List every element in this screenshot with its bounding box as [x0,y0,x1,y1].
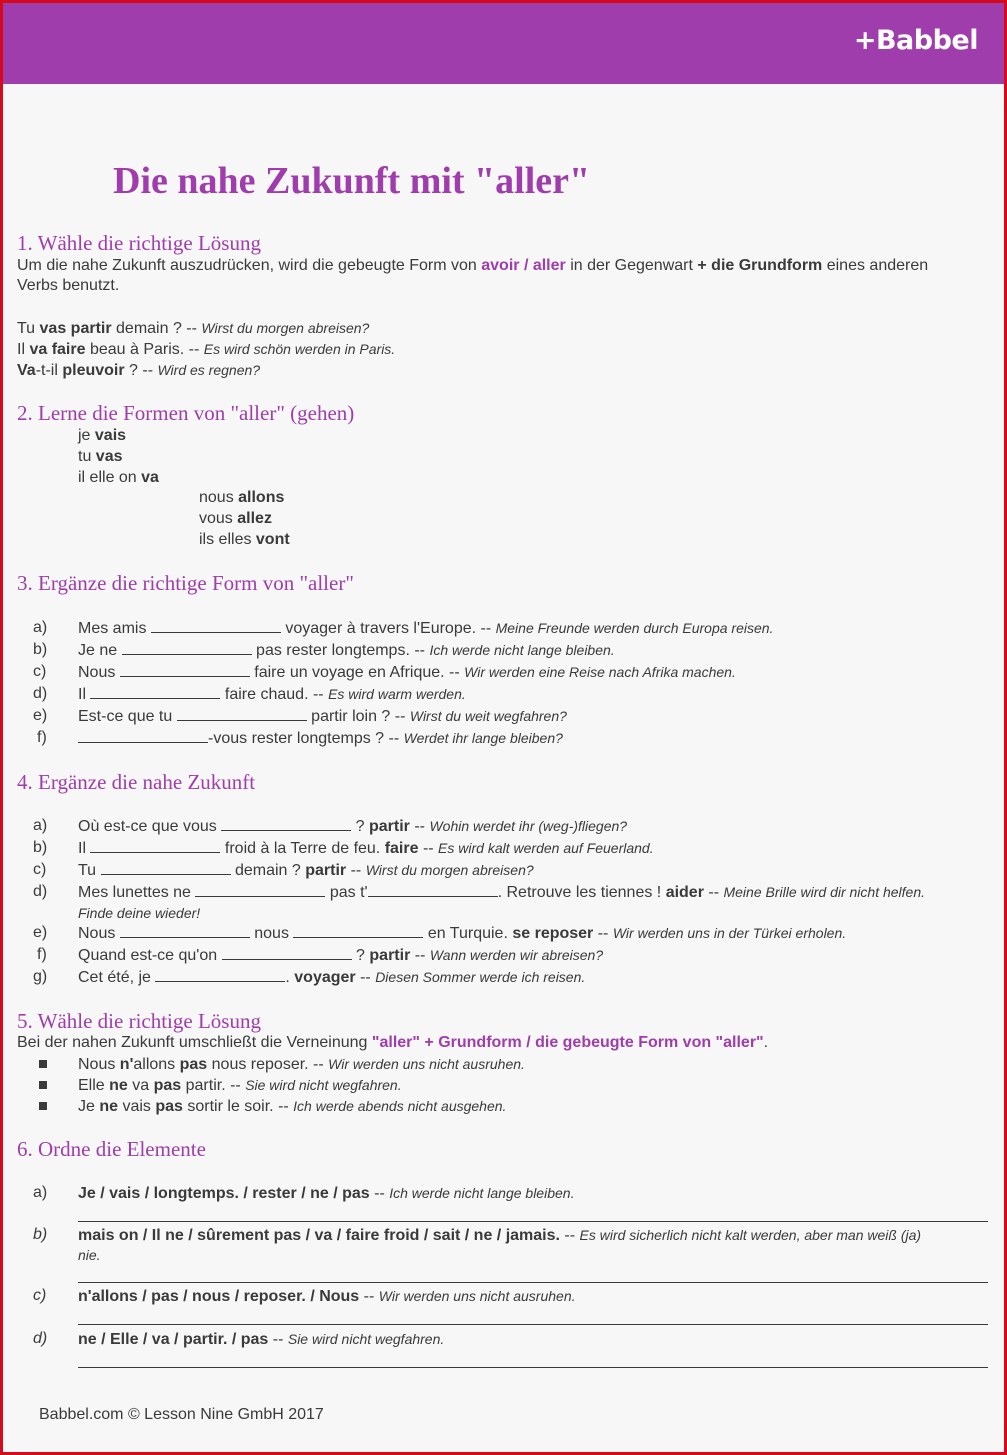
answer-line[interactable] [78,1221,988,1222]
example-verb: vas partir [39,320,112,337]
example-3 [17,360,260,381]
item-label: a) [33,619,48,636]
item-translation: Ich werde nicht lange bleiben. [389,1185,575,1201]
exercise-item [78,728,563,749]
infinitive: partir [368,818,410,835]
item-label: e) [33,707,48,724]
verb-form: allez [237,510,272,527]
answer-line[interactable] [78,1324,988,1325]
conjugation-form [78,426,126,446]
infinitive: aider [665,884,704,901]
exercise-item [78,684,466,705]
item-text: -vous rester longtemps ? -- [208,730,404,747]
item-text: Je ne [78,642,122,659]
exercise-item [78,860,534,881]
page-title: Die nahe Zukunft mit "aller" [113,160,591,202]
example-verb: va faire [29,341,86,358]
item-translation: Wir werden uns nicht ausruhen. [378,1288,576,1304]
intro-text: in der Gegenwart [565,257,698,274]
answer-blank[interactable] [221,817,351,831]
section-3-heading: 3. Ergänze die richtige Form von "aller" [17,571,354,595]
section-2-heading: 2. Lerne die Formen von "aller" (gehen) [17,401,355,425]
item-translation: Ich werde abends nicht ausgehen. [293,1098,507,1114]
example-text: -t-il [35,362,63,379]
exercise-item [78,882,925,903]
item-translation: Es wird kalt werden auf Feuerland. [438,840,654,856]
pronoun: il elle on [78,469,142,486]
item-label: d) [33,685,48,702]
conjugation-form [78,468,159,488]
exercise-item [78,618,773,639]
answer-blank[interactable] [78,729,208,743]
example-verb: pleuvoir [62,362,125,379]
item-label: b) [33,1226,48,1243]
example-1 [17,318,369,339]
item-translation: Wirst du morgen abreisen? [365,862,534,878]
item-text: -- [369,1185,390,1202]
item-text: pas t' [325,884,368,901]
header-bar [3,3,1004,84]
item-text: faire chaud. -- [220,686,329,703]
exercise-item [78,816,627,837]
verb-form: vas [95,448,123,465]
item-text: -- [268,1331,288,1348]
word-elements: ne / Elle / va / partir. / pas [78,1331,269,1348]
item-translation: Sie wird nicht wegfahren. [287,1331,445,1347]
intro-text: eines anderen [822,257,929,274]
example-text: Tu [17,320,40,337]
negation: ne [99,1098,119,1115]
example-text: ? -- [124,362,158,379]
intro-text: Um die nahe Zukunft auszudrücken, wird die gebeugte Form von [17,257,482,274]
intro-text: . [763,1034,769,1051]
item-label: b) [33,641,48,658]
item-text: Je [78,1098,100,1115]
item-text: Nous [78,925,120,942]
choice-option: avoir / aller [481,257,566,274]
item-translation: Werdet ihr lange bleiben? [403,730,563,746]
item-text: nous reposer. -- [207,1056,329,1073]
bullet-icon [39,1102,47,1110]
item-text: -- [355,969,376,986]
pronoun: vous [199,510,238,527]
answer-blank[interactable] [222,946,352,960]
bullet-icon [39,1060,47,1068]
item-translation-continued: Finde deine wieder! [78,905,201,921]
exercise-item [78,640,615,661]
item-translation: Es wird warm werden. [328,686,466,702]
item-translation: Ich werde nicht lange bleiben. [429,642,615,658]
example-translation: Wird es regnen? [157,362,261,378]
item-translation: Wohin werdet ihr (weg-)fliegen? [429,818,628,834]
section-6-heading: 6. Ordne die Elemente [17,1137,206,1161]
item-translation: Meine Freunde werden durch Europa reisen. [495,620,774,636]
example-translation: Es wird schön werden in Paris. [203,341,396,357]
item-translation: Wirst du weit wegfahren? [409,708,567,724]
item-text: sortir le soir. -- [182,1098,294,1115]
item-label: e) [33,924,48,941]
item-text: -- [703,884,724,901]
exercise-item [78,1286,576,1307]
item-translation: Wir werden uns in der Türkei erholen. [612,925,847,941]
item-label: c) [33,663,47,680]
verb-form: va [141,469,159,486]
item-text: Elle [78,1077,110,1094]
example-text: Il [17,341,30,358]
answer-blank[interactable] [195,883,325,897]
item-text: Nous [78,664,120,681]
negation: pas [153,1077,182,1094]
word-elements: Je / vais / longtemps. / rester / ne / pas [78,1185,370,1202]
item-text: Est-ce que tu [78,708,177,725]
answer-blank[interactable] [90,839,220,853]
item-text: Il [78,686,91,703]
word-elements: mais on / Il ne / sûrement pas / va / faire froid / sait / ne / jamais. [78,1227,560,1244]
item-text: vais [118,1098,156,1115]
item-text: Nous [78,1056,120,1073]
infinitive: voyager [294,969,356,986]
example-text: beau à Paris. -- [85,341,204,358]
choice-option: "aller" + Grundform / die gebeugte Form von "aller" [371,1034,764,1051]
answer-blank[interactable] [177,707,307,721]
item-text: Mes amis [78,620,151,637]
answer-line[interactable] [78,1367,988,1368]
item-text: partir. -- [181,1077,246,1094]
infinitive: se reposer [512,925,594,942]
item-text: Mes lunettes ne [78,884,196,901]
item-text: allons [133,1056,180,1073]
item-text: froid à la Terre de feu. [220,840,385,857]
answer-blank[interactable] [120,924,250,938]
pronoun: nous [199,489,239,506]
item-text: -- [409,818,430,835]
answer-blank[interactable] [90,685,220,699]
list-item [78,1054,525,1075]
item-text: Tu [78,862,101,879]
answer-blank[interactable] [122,641,252,655]
list-item [78,1075,402,1096]
exercise-item [78,1183,574,1204]
answer-blank[interactable] [368,883,498,897]
exercise-item [78,706,567,727]
intro-bold: + die Grundform [697,257,823,274]
infinitive: partir [305,862,347,879]
item-translation: Wann werden wir abreisen? [429,947,604,963]
answer-blank[interactable] [151,619,281,633]
verb-form: vais [94,427,127,444]
negation: n' [119,1056,134,1073]
item-text: -- [559,1227,580,1244]
answer-line[interactable] [78,1282,988,1283]
item-text: Où est-ce que vous [78,818,222,835]
item-text: Il [78,840,91,857]
item-translation: Sie wird nicht wegfahren. [245,1077,402,1093]
item-label: b) [33,839,48,856]
section-4-heading: 4. Ergänze die nahe Zukunft [17,770,256,794]
item-text: . Retrouve les tiennes ! [497,884,666,901]
negation: pas [155,1098,183,1115]
item-label: f) [37,729,47,746]
item-text: va [127,1077,154,1094]
pronoun: tu [78,448,96,465]
example-text: demain ? -- [111,320,202,337]
item-text: pas rester longtemps. -- [251,642,430,659]
answer-blank[interactable] [155,968,285,982]
infinitive: partir [369,947,411,964]
list-item [78,1096,506,1117]
negation: ne [109,1077,128,1094]
item-translation: Wir werden eine Reise nach Afrika machen. [464,664,736,680]
verb-form: vont [255,531,290,548]
item-text: -- [418,840,439,857]
item-label: d) [33,1330,48,1347]
item-text: . [285,969,295,986]
exercise-item [78,945,603,966]
answer-blank[interactable] [101,861,231,875]
item-label: c) [33,1287,47,1304]
item-text: voyager à travers l'Europe. -- [280,620,496,637]
bullet-icon [39,1081,47,1089]
footer-copyright: Babbel.com © Lesson Nine GmbH 2017 [39,1406,324,1423]
answer-blank[interactable] [120,663,250,677]
item-text: ? [351,947,370,964]
item-label: a) [33,817,48,834]
section-1-intro-line2: Verbs benutzt. [17,277,120,294]
intro-text: Bei der nahen Zukunft umschließt die Verneinung [17,1034,372,1051]
example-verb: Va [17,362,36,379]
item-text: -- [593,925,613,942]
infinitive: faire [384,840,419,857]
section-5-intro [17,1033,768,1053]
item-translation: Wir werden uns nicht ausruhen. [328,1056,525,1072]
item-text: Cet été, je [78,969,156,986]
conjugation-form [199,509,272,529]
item-translation: Diesen Sommer werde ich reisen. [375,969,586,985]
section-1-heading: 1. Wähle die richtige Lösung [17,231,261,255]
word-elements: n'allons / pas / nous / reposer. / Nous [78,1288,360,1305]
item-text: en Turquie. [423,925,513,942]
conjugation-form [78,447,123,467]
item-label: c) [33,861,47,878]
example-2 [17,339,395,360]
item-label: f) [37,946,47,963]
item-text: demain ? [230,862,306,879]
item-translation: Es wird sicherlich nicht kalt werden, aber man weiß (ja) [579,1227,922,1243]
item-label: d) [33,883,48,900]
item-text: ? [351,818,369,835]
exercise-item [78,967,585,988]
item-text: Quand est-ce qu'on [78,947,222,964]
section-5-heading: 5. Wähle die richtige Lösung [17,1009,261,1033]
item-translation-continued: nie. [78,1247,101,1263]
item-translation: Meine Brille wird dir nicht helfen. [723,884,926,900]
item-text: -- [410,947,430,964]
item-text: faire un voyage en Afrique. -- [249,664,465,681]
pronoun: je [78,427,95,444]
exercise-item [78,923,846,944]
item-label: g) [33,968,48,985]
item-text: partir loin ? -- [306,708,410,725]
exercise-item [78,1225,921,1246]
verb-form: allons [238,489,285,506]
conjugation-form [199,488,284,508]
negation: pas [179,1056,208,1073]
item-text: nous [249,925,294,942]
babbel-logo[interactable]: +Babbel [853,25,978,56]
pronoun: ils elles [199,531,256,548]
answer-blank[interactable] [293,924,423,938]
exercise-item [78,662,736,683]
item-text: -- [346,862,366,879]
conjugation-form [199,530,290,550]
section-1-intro [17,256,928,276]
exercise-item [78,838,654,859]
example-translation: Wirst du morgen abreisen? [201,320,370,336]
exercise-item [78,1329,444,1350]
item-text: -- [359,1288,379,1305]
item-label: a) [33,1184,48,1201]
